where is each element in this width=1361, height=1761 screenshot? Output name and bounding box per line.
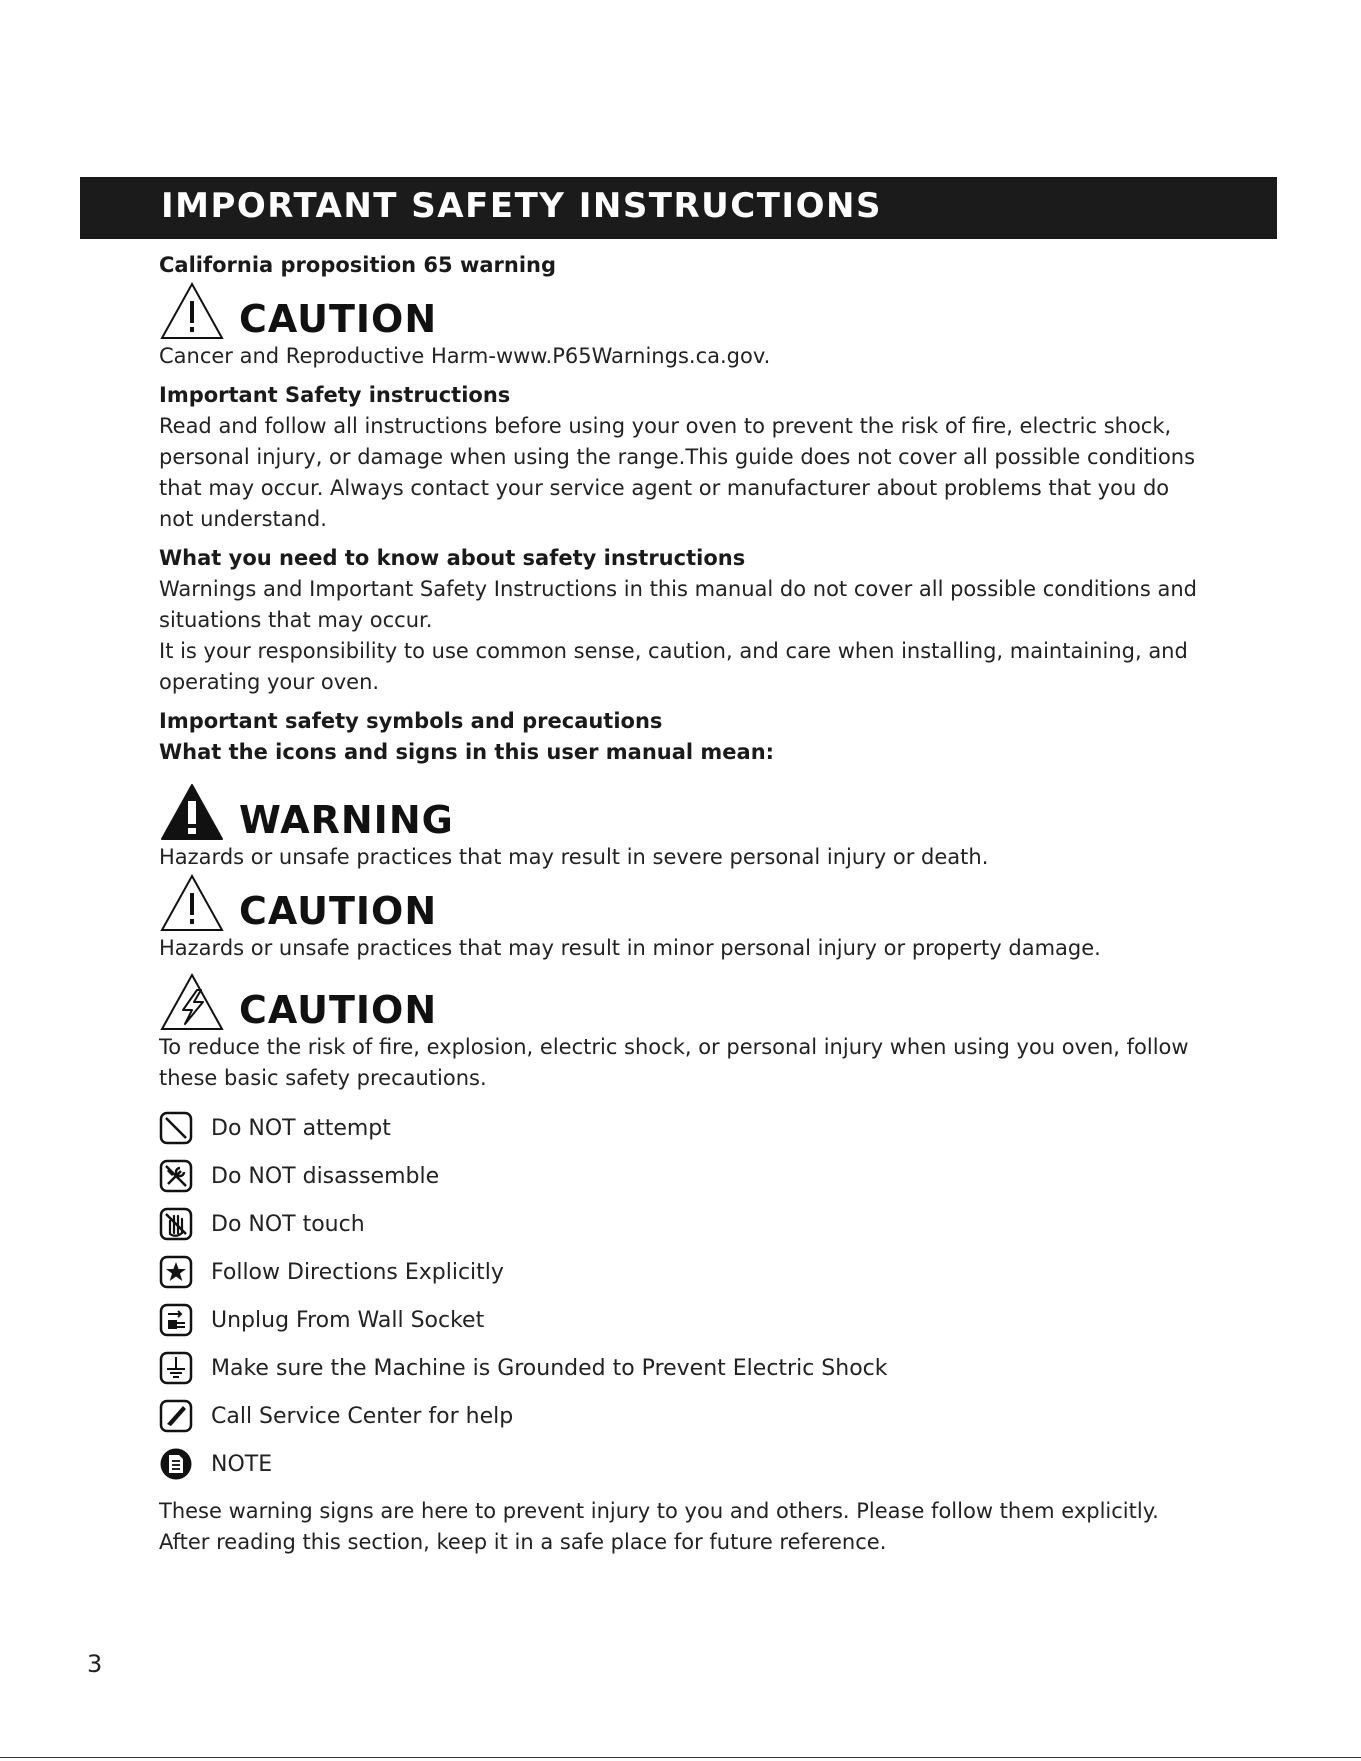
ground-icon — [159, 1351, 193, 1385]
icon-label: Do NOT disassemble — [211, 1163, 440, 1189]
list-item — [159, 1344, 1199, 1392]
page-title: IMPORTANT SAFETY INSTRUCTIONS — [161, 186, 882, 226]
list-item — [159, 1104, 1199, 1152]
icon-label: Do NOT touch — [211, 1211, 365, 1237]
content — [159, 250, 1199, 1558]
symbols-subheading: What the icons and signs in this user manual mean: — [159, 740, 775, 764]
caution-label: CAUTION — [239, 297, 438, 341]
safety-heading: Important Safety instructions — [159, 383, 511, 407]
caution-label: CAUTION — [239, 988, 438, 1032]
icon-label: Unplug From Wall Socket — [211, 1307, 485, 1333]
icon-label: Call Service Center for help — [211, 1403, 514, 1429]
header-bar — [80, 177, 1277, 239]
icon-label: NOTE — [211, 1451, 273, 1477]
caution-electric-text: To reduce the risk of fire, explosion, electric shock, or personal injury when using you oven, follow these basic safety precautions. — [159, 1035, 1189, 1090]
caution-minor-sign — [159, 873, 1199, 933]
caution-label: CAUTION — [239, 889, 438, 933]
prop65-text: Cancer and Reproductive Harm-www.P65Warnings.ca.gov. — [159, 344, 771, 368]
star-icon — [159, 1255, 193, 1289]
phone-icon — [159, 1399, 193, 1433]
electric-caution-triangle-icon — [159, 972, 225, 1032]
page-number: 3 — [87, 1650, 103, 1678]
list-item — [159, 1440, 1199, 1488]
list-item — [159, 1296, 1199, 1344]
icon-label: Make sure the Machine is Grounded to Prevent Electric Shock — [211, 1355, 888, 1381]
caution-electric-sign — [159, 972, 1199, 1032]
no-touch-icon — [159, 1207, 193, 1241]
closing-text-1: These warning signs are here to prevent injury to you and others. Please follow them explicitly. — [159, 1499, 1159, 1523]
bottom-rule — [0, 1757, 1361, 1758]
know-heading: What you need to know about safety instructions — [159, 546, 746, 570]
warning-label: WARNING — [239, 798, 454, 842]
warning-text: Hazards or unsafe practices that may result in severe personal injury or death. — [159, 845, 989, 869]
warning-sign — [159, 782, 1199, 842]
know-text-2: It is your responsibility to use common sense, caution, and care when installing, maintaining, and operating your oven. — [159, 639, 1188, 694]
no-disassemble-icon — [159, 1159, 193, 1193]
closing-text-2: After reading this section, keep it in a safe place for future reference. — [159, 1530, 887, 1554]
list-item — [159, 1200, 1199, 1248]
unplug-icon — [159, 1303, 193, 1337]
caution-triangle-icon — [159, 873, 225, 933]
safety-text: Read and follow all instructions before using your oven to prevent the risk of fire, electric shock, personal injury, or damage when using the range.This guide does not cover all possible conditions that may occur. Always contact your service agent or manufacturer about problems that you do not understand. — [159, 414, 1196, 531]
list-item — [159, 1248, 1199, 1296]
warning-triangle-icon — [159, 782, 225, 842]
icon-label: Follow Directions Explicitly — [211, 1259, 504, 1285]
caution-minor-text: Hazards or unsafe practices that may result in minor personal injury or property damage. — [159, 936, 1101, 960]
know-text-1: Warnings and Important Safety Instructions in this manual do not cover all possible conditions and situations that may occur. — [159, 577, 1197, 632]
prop65-heading: California proposition 65 warning — [159, 253, 557, 277]
caution-triangle-icon — [159, 281, 225, 341]
symbols-heading: Important safety symbols and precautions — [159, 709, 663, 733]
list-item — [159, 1152, 1199, 1200]
list-item — [159, 1392, 1199, 1440]
icon-legend — [159, 1104, 1199, 1488]
prop65-caution-sign — [159, 281, 1199, 341]
prohibition-icon — [159, 1111, 193, 1145]
icon-label: Do NOT attempt — [211, 1115, 391, 1141]
note-icon — [159, 1447, 193, 1481]
